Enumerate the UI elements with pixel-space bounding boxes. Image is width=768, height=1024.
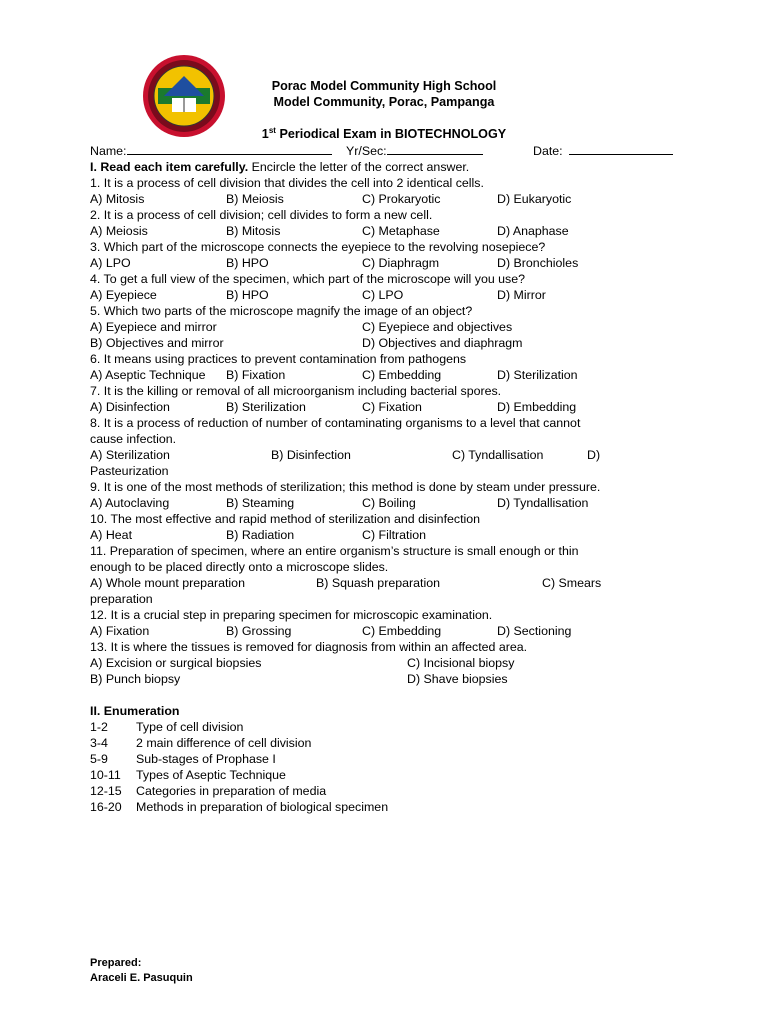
q12-choice-a[interactable]: A) Fixation	[90, 624, 150, 638]
question-4: 4. To get a full view of the specimen, which part of the microscope will you use?	[90, 272, 526, 286]
q12-choice-c[interactable]: C) Embedding	[362, 624, 442, 638]
question-3: 3. Which part of the microscope connects the eyepiece to the revolving nosepiece?	[90, 240, 546, 254]
q5-choice-a[interactable]: A) Eyepiece and mirror	[90, 320, 217, 334]
q5-choice-c[interactable]: C) Eyepiece and objectives	[362, 320, 513, 334]
q2-choice-b[interactable]: B) Mitosis	[226, 224, 281, 238]
q10-choice-a[interactable]: A) Heat	[90, 528, 133, 542]
q11-choice-c[interactable]: C) Smears	[542, 576, 602, 590]
school-name: Porac Model Community High School	[271, 79, 497, 93]
q11-choice-b[interactable]: B) Squash preparation	[316, 576, 440, 590]
q8-choice-d[interactable]: D)	[587, 448, 601, 462]
question-11-line2: enough to be placed directly onto a microscope slides.	[90, 560, 389, 574]
q1-choice-a[interactable]: A) Mitosis	[90, 192, 145, 206]
q4-choice-d[interactable]: D) Mirror	[497, 288, 546, 302]
q4-choice-b[interactable]: B) HPO	[226, 288, 269, 302]
question-10: 10. The most effective and rapid method of sterilization and disinfection	[90, 512, 481, 526]
yrsec-blank[interactable]	[387, 143, 483, 155]
name-field	[90, 143, 332, 159]
q8-choice-c[interactable]: C) Tyndallisation	[452, 448, 544, 462]
date-label: Date:	[533, 144, 563, 158]
school-address: Model Community, Porac, Pampanga	[273, 95, 495, 109]
question-1: 1. It is a process of cell division that divides the cell into 2 identical cells.	[90, 176, 484, 190]
q13-choice-a[interactable]: A) Excision or surgical biopsies	[90, 656, 262, 670]
enum-item: Categories in preparation of media	[136, 784, 327, 798]
exam-title-text: Periodical Exam in BIOTECHNOLOGY	[279, 127, 507, 141]
q7-choice-c[interactable]: C) Fixation	[362, 400, 422, 414]
q4-choice-c[interactable]: C) LPO	[362, 288, 404, 302]
q7-choice-d[interactable]: D) Embedding	[497, 400, 577, 414]
question-6: 6. It means using practices to prevent contamination from pathogens	[90, 352, 467, 366]
question-11-line1: 11. Preparation of specimen, where an entire organism’s structure is small enough or thin	[90, 544, 579, 558]
q13-choice-d[interactable]: D) Shave biopsies	[407, 672, 508, 686]
q7-choice-b[interactable]: B) Sterilization	[226, 400, 306, 414]
enum-number: 10-11	[90, 768, 121, 782]
yrsec-field	[346, 143, 483, 159]
q2-choice-c[interactable]: C) Metaphase	[362, 224, 440, 238]
q3-choice-a[interactable]: A) LPO	[90, 256, 131, 270]
q8-choice-d-text[interactable]: Pasteurization	[90, 464, 169, 478]
q12-choice-d[interactable]: D) Sectioning	[497, 624, 572, 638]
q9-choice-d[interactable]: D) Tyndallisation	[497, 496, 589, 510]
q7-choice-a[interactable]: A) Disinfection	[90, 400, 170, 414]
q9-choice-a[interactable]: A) Autoclaving	[90, 496, 170, 510]
enum-number: 12-15	[90, 784, 122, 798]
date-field	[533, 143, 673, 159]
q6-choice-a[interactable]: A) Aseptic Technique	[90, 368, 206, 382]
exam-title	[0, 127, 768, 141]
question-8-line2: cause infection.	[90, 432, 177, 446]
exam-ordinal: 1	[261, 127, 269, 141]
yrsec-label: Yr/Sec:	[346, 144, 387, 158]
enum-item: 2 main difference of cell division	[136, 736, 312, 750]
q9-choice-c[interactable]: C) Boiling	[362, 496, 416, 510]
part2-heading: II. Enumeration	[90, 704, 180, 718]
q10-choice-c[interactable]: C) Filtration	[362, 528, 427, 542]
q12-choice-b[interactable]: B) Grossing	[226, 624, 292, 638]
q13-choice-b[interactable]: B) Punch biopsy	[90, 672, 181, 686]
question-12: 12. It is a crucial step in preparing specimen for microscopic examination.	[90, 608, 493, 622]
q5-choice-d[interactable]: D) Objectives and diaphragm	[362, 336, 523, 350]
enum-item: Sub-stages of Prophase I	[136, 752, 276, 766]
question-9: 9. It is one of the most methods of sterilization; this method is done by steam under pressure.	[90, 480, 601, 494]
prepared-label: Prepared:	[90, 957, 142, 969]
q4-choice-a[interactable]: A) Eyepiece	[90, 288, 157, 302]
q3-choice-b[interactable]: B) HPO	[226, 256, 269, 270]
part1-heading-instructions: Encircle the letter of the correct answer.	[248, 160, 470, 174]
q8-choice-a[interactable]: A) Sterilization	[90, 448, 170, 462]
name-label: Name:	[90, 144, 127, 158]
enum-item: Type of cell division	[136, 720, 244, 734]
q9-choice-b[interactable]: B) Steaming	[226, 496, 295, 510]
q2-choice-d[interactable]: D) Anaphase	[497, 224, 569, 238]
q5-choice-b[interactable]: B) Objectives and mirror	[90, 336, 224, 350]
part1-heading	[90, 159, 469, 175]
q3-choice-c[interactable]: C) Diaphragm	[362, 256, 440, 270]
question-2: 2. It is a process of cell division; cell divides to form a new cell.	[90, 208, 433, 222]
q1-choice-c[interactable]: C) Prokaryotic	[362, 192, 441, 206]
q1-choice-d[interactable]: D) Eukaryotic	[497, 192, 572, 206]
question-13: 13. It is where the tissues is removed for diagnosis from within an affected area.	[90, 640, 528, 654]
q11-choice-c-text[interactable]: preparation	[90, 592, 153, 606]
enum-number: 16-20	[90, 800, 122, 814]
question-8-line1: 8. It is a process of reduction of number of contaminating organisms to a level that cannot	[90, 416, 581, 430]
q6-choice-c[interactable]: C) Embedding	[362, 368, 442, 382]
part1-heading-bold: I. Read each item carefully.	[90, 160, 249, 174]
q13-choice-c[interactable]: C) Incisional biopsy	[407, 656, 515, 670]
q1-choice-b[interactable]: B) Meiosis	[226, 192, 284, 206]
question-7: 7. It is the killing or removal of all microorganism including bacterial spores.	[90, 384, 502, 398]
enum-number: 3-4	[90, 736, 108, 750]
q6-choice-d[interactable]: D) Sterilization	[497, 368, 578, 382]
enum-number: 1-2	[90, 720, 108, 734]
exam-ordinal-suffix: st	[268, 126, 276, 135]
q2-choice-a[interactable]: A) Meiosis	[90, 224, 148, 238]
name-blank[interactable]	[127, 143, 332, 155]
q8-choice-b[interactable]: B) Disinfection	[271, 448, 351, 462]
enum-item: Types of Aseptic Technique	[136, 768, 286, 782]
q3-choice-d[interactable]: D) Bronchioles	[497, 256, 579, 270]
question-5: 5. Which two parts of the microscope magnify the image of an object?	[90, 304, 473, 318]
preparer-name: Araceli E. Pasuquin	[90, 972, 193, 984]
q6-choice-b[interactable]: B) Fixation	[226, 368, 286, 382]
date-blank[interactable]	[569, 143, 673, 155]
q11-choice-a[interactable]: A) Whole mount preparation	[90, 576, 245, 590]
enum-item: Methods in preparation of biological specimen	[136, 800, 389, 814]
enum-number: 5-9	[90, 752, 108, 766]
q10-choice-b[interactable]: B) Radiation	[226, 528, 295, 542]
